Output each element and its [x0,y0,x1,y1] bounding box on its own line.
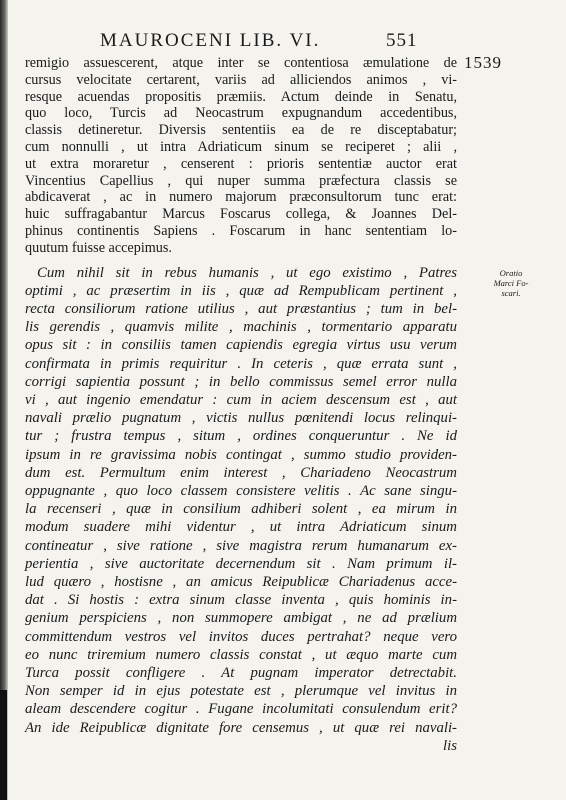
text-line: dum est. Permultum enim interest , Chariadeno Neocastrum [25,464,457,481]
paragraph-oration [25,264,457,755]
text-line: recta consiliorum ratione utilius , aut præstantius ; tum in bel- [25,300,457,317]
binding-dark-edge [0,690,7,800]
text-line: classis detineretur. Diversis sententiis ea de re disceptabatur; [25,122,457,139]
text-line: lis gerendis , quamvis milite , machinis , tormentario apparatu [25,319,457,336]
text-line: Cum nihil sit in rebus humanis , ut ego existimo , Patres [37,264,457,281]
text-line: optimi , ac præsertim in iis , quæ ad Rempublicam pertinent , [25,282,457,299]
text-line: Vincentius Capellius , qui nuper summa præfectura classis se [25,172,457,189]
text-line: dat . Si hostis : extra sinum classe inventa , quis hominis in- [25,592,457,609]
text-line: genium perspiciens , non summopere ambigat , ne ad prælium [25,610,457,627]
text-line: confirmata in primis requiritur . In ceteris , quæ errata sunt , [25,355,457,372]
text-line: huic suffragabantur Marcus Foscarus collega, & Joannes Del- [25,206,457,223]
text-line: remigio assuescerent, atque inter se contentiosa æmulatione de [25,55,457,71]
text-line: aleam descendere cogitur . Fugane incolumitati consulendum erit? [25,701,457,718]
text-line: quutum fuisse accepimus. [25,239,172,256]
running-title: MAUROCENI LIB. VI. [100,30,321,51]
text-line: tur ; frustra tempus , situm , ordines conqueruntur . Ne id [25,428,457,445]
text-line: eo nunc triremium numero classis constat , ut æquo marte cum [25,646,457,663]
text-line: Turca possit confligere . At pugnam imperator detrectabit. [25,665,457,682]
text-line: Non semper id in ejus potestate est , plerumque vel invitus in [25,683,457,700]
text-line: contineatur , sive ratione , sive magistra rerum humanarum ex- [25,537,457,554]
text-line: lis [443,737,457,754]
text-line: oppugnante , quo loco classem consistere velitis . Ac sane singu- [25,483,457,499]
text-line: An ide Reipublicæ dignitate fore censemus , ut quæ rei navali- [25,719,457,736]
text-line: cum nonnulli , ut intra Adriaticum sinum se reciperet ; alii , [25,138,457,155]
text-line: navali prælio pugnatum , victis nullus pœnitendi locus relinqui- [25,410,457,427]
text-line: cursus velocitate certarent, variis ad alliciendos animos , vi- [25,71,457,88]
text-line: abdicaverat , ac in numero majorum præconsultorum tunc erat: [25,189,457,206]
text-line: la recenseri , quæ in consilium adhiberi solent , ea mirum in [25,501,457,518]
text-line: committendum vestros vel invitos duces pertrahat? neque vero [25,628,457,645]
margin-note-line: scari. [501,288,521,298]
body-text [25,55,457,755]
text-line: quo loco, Turcis ad Neocastrum expugnandum accedentibus, [25,105,457,122]
text-line: perientia , sive auctoritate decernendum sit . Nam primum il- [25,555,457,572]
margin-note-line: Oratio [499,268,523,278]
text-line: resque acuendas propositis præmiis. Actum deinde in Senatu, [25,88,457,105]
text-line: ipsum in re gravissima nobis contingat , summo studio providen- [25,446,457,463]
text-line: modum suadere mihi videntur , ut intra Adriaticum sinum [25,519,457,536]
text-line: lud quæro , hostisne , an amicus Reipublicæ Chariadenus acce- [25,574,457,591]
text-line: vi , aut ingenio emendatur : cum in aciem descensum est , aut [25,391,457,408]
text-line: opus sit : in consiliis tamen capiendis egregia virtus usu verum [25,337,457,354]
paragraph-narrative [25,55,457,257]
text-line: corrigi sapientia possunt ; in bello commissus semel error nulla [25,373,457,390]
text-line: phinus continentis Sapiens . Foscarum in hanc sententiam lo- [25,222,457,239]
binding-shadow [0,0,8,800]
margin-note-line: Marci Fo- [493,278,529,288]
page-number: 551 [386,30,418,51]
margin-year: 1539 [464,53,502,72]
text-line: ut extra moraretur , censerent : prioris sententiæ auctor erat [25,155,457,172]
margin-note [482,268,540,298]
